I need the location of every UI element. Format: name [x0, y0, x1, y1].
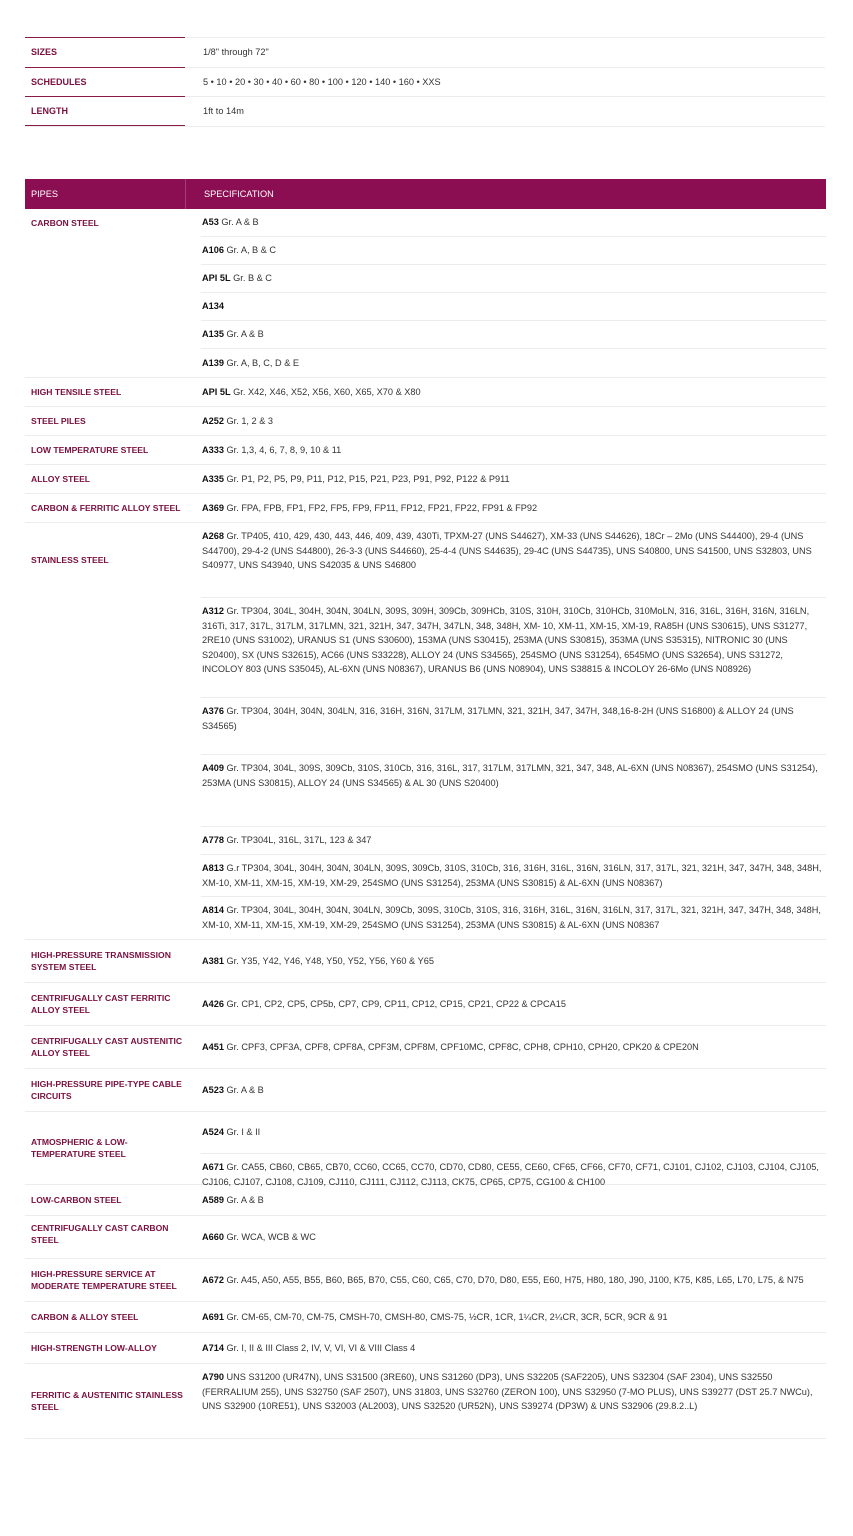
- spec-grades: Gr. FPA, FPB, FP1, FP2, FP5, FP9, FP11, FP12, FP21, FP22, FP91 & FP92: [223, 502, 538, 513]
- header-specification: SPECIFICATION: [204, 189, 274, 199]
- spec-code: A671: [202, 1162, 224, 1172]
- info-row: [25, 96, 825, 127]
- spec-list: [201, 1026, 826, 1068]
- spec-code: API 5L: [202, 386, 231, 397]
- spec-code: A409: [202, 763, 224, 773]
- spec-text: [202, 356, 826, 371]
- spec-list: [201, 1302, 826, 1332]
- spec-group: [25, 209, 826, 378]
- spec-text: [202, 1230, 826, 1245]
- spec-grades: Gr. CP1, CP2, CP5, CP5b, CP7, CP9, CP11, CP12, CP15, CP21, CP22 & CPCA15: [223, 998, 566, 1009]
- spec-code: A53: [202, 217, 219, 227]
- spec-code: A714: [202, 1342, 224, 1353]
- spec-code: A660: [202, 1231, 224, 1242]
- spec-list: [201, 983, 826, 1025]
- spec-code: A134: [202, 301, 224, 311]
- spec-text: [202, 215, 826, 230]
- spec-text: [202, 501, 826, 516]
- spec-code: A813: [202, 863, 224, 873]
- spec-row: [201, 827, 826, 855]
- spec-group: [25, 1069, 826, 1112]
- spec-grades: Gr. CM-65, CM-70, CM-75, CMSH-70, CMSH-80, CMS-75, ½CR, 1CR, 1¼CR, 2¼CR, 3CR, 5CR, 9CR & 91: [223, 1311, 668, 1322]
- spec-row: [201, 598, 826, 698]
- spec-grades: Gr. X42, X46, X52, X56, X60, X65, X70 & X80: [230, 386, 421, 397]
- spec-group: [25, 1364, 826, 1439]
- spec-text: [202, 1125, 826, 1140]
- spec-row: [201, 378, 826, 406]
- category-label: CARBON STEEL: [31, 217, 99, 228]
- spec-group: [25, 1112, 826, 1185]
- spec-code: A589: [202, 1194, 224, 1205]
- spec-text: [202, 1083, 826, 1098]
- spec-text: [202, 1273, 826, 1288]
- spec-grades: Gr. TP304, 304L, 304H, 304N, 304LN, 309Cb, 309S, 310Cb, 310S, 316, 316H, 316L, 316N, 316LN, 317, 317L, 321, 321H, 347, 347H, 348, 348H, XM-10, XM-11, XM-15, XM-19, XM-29, 254SMO (UNS S31254), 253MA (UNS S30815) & AL-6XN (UNS N08367: [202, 905, 821, 930]
- spec-row: [201, 855, 826, 897]
- spec-grades: Gr. A45, A50, A55, B55, B60, B65, B70, C55, C60, C65, C70, D70, D80, E55, E60, H75, H80, 180, J90, J100, K75, K85, L65, L70, L75, & N75: [223, 1274, 804, 1285]
- spec-list: [201, 209, 826, 377]
- spec-row: [201, 494, 826, 522]
- spec-list: [201, 523, 826, 939]
- spec-code: A139: [202, 357, 224, 368]
- spec-row: [201, 1216, 826, 1258]
- spec-text: [202, 1341, 826, 1356]
- spec-text: [202, 299, 826, 314]
- spec-code: A691: [202, 1311, 224, 1322]
- spec-code: A268: [202, 531, 224, 541]
- info-row: [25, 67, 825, 97]
- spec-text: [202, 414, 826, 429]
- spec-group: [25, 1302, 826, 1333]
- spec-grades: Gr. TP304L, 316L, 317L, 123 & 347: [223, 835, 372, 845]
- spec-group: [25, 1333, 826, 1364]
- spec-group: [25, 1026, 826, 1069]
- info-value: 1/8" through 72": [203, 47, 269, 57]
- spec-list: [201, 465, 826, 493]
- spec-code: A451: [202, 1041, 224, 1052]
- spec-row: [201, 1112, 826, 1154]
- spec-code: A312: [202, 606, 224, 616]
- spec-list: [201, 1333, 826, 1363]
- spec-grades: Gr. P1, P2, P5, P9, P11, P12, P15, P21, P23, P91, P92, P122 & P911: [223, 473, 510, 484]
- spec-text: [202, 1370, 826, 1414]
- spec-grades: Gr. A, B & C: [223, 245, 277, 255]
- spec-grades: Gr. A & B: [218, 217, 259, 227]
- spec-text: [202, 327, 826, 342]
- spec-grades: Gr. 1,3, 4, 6, 7, 8, 9, 10 & 11: [223, 444, 342, 455]
- spec-list: [201, 940, 826, 982]
- category-label: ATMOSPHERIC & LOW-TEMPERATURE STEEL: [31, 1137, 128, 1159]
- spec-row: [201, 265, 826, 293]
- spec-list: [201, 494, 826, 522]
- spec-code: A814: [202, 905, 224, 915]
- info-value: 1ft to 14m: [203, 106, 244, 117]
- spec-row: [201, 755, 826, 827]
- spec-code: A369: [202, 502, 224, 513]
- spec-text: [202, 833, 826, 848]
- category-label: CARBON & FERRITIC ALLOY STEEL: [31, 503, 181, 513]
- spec-group: [25, 378, 826, 407]
- spec-text: [202, 385, 826, 400]
- spec-group: [25, 407, 826, 436]
- spec-text: [202, 243, 826, 258]
- spec-grades: Gr. TP304, 304L, 309S, 309Cb, 310S, 310Cb, 316, 316L, 317, 317LM, 317LMN, 321, 347, 348, AL-6XN (UNS N08367), 254SMO (UNS S31254), 253MA (UNS S30815), ALLOY 24 (UNS S34565) & AL 30 (UNS S20400): [202, 763, 818, 788]
- spec-list: [201, 1112, 826, 1187]
- category-label: HIGH-STRENGTH LOW-ALLOY: [31, 1343, 157, 1353]
- spec-list: [201, 1216, 826, 1258]
- category-label: HIGH-PRESSURE SERVICE AT MODERATE TEMPERATURE STEEL: [31, 1269, 177, 1291]
- spec-text: [202, 604, 826, 677]
- spec-code: A376: [202, 706, 224, 716]
- spec-text: [202, 271, 826, 286]
- spec-list: [201, 1364, 826, 1438]
- spec-grades: Gr. CA55, CB60, CB65, CB70, CC60, CC65, CC70, CD70, CD80, CE55, CE60, CF65, CF66, CF70, CF71, CJ101, CJ102, CJ103, CJ104, CJ105, CJ106, CJ107, CJ108, CJ109, CJ110, CJ111, CJ112, CJ113, CK75, CP65, CP75, CG100 & CH100: [202, 1162, 819, 1187]
- spec-row: [201, 1069, 826, 1111]
- info-value: 5 • 10 • 20 • 30 • 40 • 60 • 80 • 100 • 120 • 140 • 160 • XXS: [203, 76, 441, 87]
- spec-group: [25, 1259, 826, 1302]
- spec-grades: Gr. CPF3, CPF3A, CPF8, CPF8A, CPF3M, CPF8M, CPF10MC, CPF8C, CPH8, CPH10, CPH20, CPK20 & CPE20N: [223, 1041, 699, 1052]
- spec-grades: G.r TP304, 304L, 304H, 304N, 304LN, 309S, 309Cb, 310S, 310Cb, 316, 316H, 316L, 316N, 316LN, 317, 317L, 321, 321H, 347, 347H, 348, 348H, XM-10, XM-11, XM-15, XM-19, XM-29, 254SMO (UNS S31254), 253MA (UNS S30815) & AL-6XN (UNS N08367): [202, 863, 822, 888]
- spec-row: [201, 523, 826, 598]
- spec-text: [202, 472, 826, 487]
- category-label: CARBON & ALLOY STEEL: [31, 1312, 139, 1322]
- spec-code: A333: [202, 444, 224, 455]
- spec-group: [25, 983, 826, 1026]
- spec-group: [25, 1185, 826, 1216]
- spec-list: [201, 378, 826, 406]
- category-label: ALLOY STEEL: [31, 474, 91, 484]
- spec-grades: Gr. Y35, Y42, Y46, Y48, Y50, Y52, Y56, Y60 & Y65: [223, 955, 434, 966]
- spec-code: A790: [202, 1372, 224, 1382]
- category-label: HIGH TENSILE STEEL: [31, 387, 122, 397]
- spec-grades: UNS S31200 (UR47N), UNS S31500 (3RE60), UNS S31260 (DP3), UNS S32205 (SAF2205), UNS S32304 (SAF 2304), UNS S32550 (FERRALIUM 255), UNS S32750 (SAF 2507), UNS 31803, UNS S32760 (ZERON 100), UNS S32950 (7-MO PLUS), UNS S39277 (DST 25.7 NWCu), UNS S32900 (10RE51), UNS S32003 (AL2003), UNS S32520 (UR52N), UNS S39274 (DP3W) & UNS S32906 (29.8.2..L): [202, 1372, 813, 1412]
- spec-code: A252: [202, 415, 224, 426]
- spec-grades: Gr. I & II: [223, 1127, 261, 1137]
- spec-group: [25, 940, 826, 983]
- spec-row: [201, 940, 826, 982]
- spec-grades: Gr. WCA, WCB & WC: [223, 1231, 316, 1242]
- spec-grades: Gr. B & C: [230, 273, 272, 283]
- category-label: CENTRIFUGALLY CAST CARBON STEEL: [31, 1223, 169, 1245]
- category-label: LOW TEMPERATURE STEEL: [31, 445, 149, 455]
- spec-row: [201, 1259, 826, 1301]
- spec-text: [202, 954, 826, 969]
- spec-grades: Gr. TP304, 304H, 304N, 304LN, 316, 316H, 316N, 317LM, 317LMN, 321, 321H, 347, 347H, 348,16-8-2H (UNS S16800) & ALLOY 24 (UNS S34565): [202, 706, 794, 731]
- spec-row: [201, 1154, 826, 1187]
- spec-code: A426: [202, 998, 224, 1009]
- category-label: CENTRIFUGALLY CAST AUSTENITIC ALLOY STEEL: [31, 1036, 183, 1058]
- header-divider: [185, 179, 186, 209]
- spec-code: A106: [202, 245, 224, 255]
- category-label: CENTRIFUGALLY CAST FERRITIC ALLOY STEEL: [31, 993, 171, 1015]
- spec-row: [201, 698, 826, 755]
- spec-group: [25, 523, 826, 940]
- spec-code: A524: [202, 1127, 224, 1137]
- spec-grades: Gr. A & B: [223, 1084, 264, 1095]
- spec-text: [202, 529, 826, 573]
- spec-grades: Gr. A, B, C, D & E: [223, 357, 300, 368]
- spec-list: [201, 407, 826, 435]
- category-label: FERRITIC & AUSTENITIC STAINLESS STEEL: [31, 1390, 183, 1412]
- category-label: HIGH-PRESSURE TRANSMISSION SYSTEM STEEL: [31, 950, 171, 972]
- spec-row: [201, 407, 826, 435]
- spec-row: [201, 1333, 826, 1363]
- info-table: [25, 37, 825, 127]
- spec-table-header: [25, 179, 826, 209]
- spec-table-body: [25, 209, 826, 1439]
- category-label: STEEL PILES: [31, 416, 86, 426]
- spec-code: A135: [202, 329, 224, 339]
- spec-row: [201, 897, 826, 939]
- spec-group: [25, 436, 826, 465]
- spec-row: [201, 293, 826, 321]
- spec-text: [202, 443, 826, 458]
- info-label: LENGTH: [25, 96, 185, 126]
- spec-code: A523: [202, 1084, 224, 1095]
- spec-grades: Gr. A & B: [223, 329, 264, 339]
- spec-row: [201, 321, 826, 349]
- category-label: HIGH-PRESSURE PIPE-TYPE CABLE CIRCUITS: [31, 1079, 182, 1101]
- spec-grades: Gr. 1, 2 & 3: [223, 415, 273, 426]
- spec-row: [201, 983, 826, 1025]
- spec-text: [202, 1193, 826, 1208]
- spec-row: [201, 1364, 826, 1438]
- spec-list: [201, 436, 826, 464]
- info-label: SCHEDULES: [25, 67, 185, 96]
- category-label: LOW-CARBON STEEL: [31, 1195, 122, 1205]
- spec-grades: Gr. TP304, 304L, 304H, 304N, 304LN, 309S, 309H, 309Cb, 309HCb, 310S, 310H, 310Cb, 310HCb, 310MoLN, 316, 316L, 316H, 316N, 316LN, 316Ti, 317, 317L, 317LM, 317LMN, 321, 321H, 347, 347H, 347LN, 348, 348H, XM- 10, XM-11, XM-15, XM-19, RA85H (UNS S30615), UNS S31277, 2RE10 (UNS S31002), URANUS S1 (UNS S30600), 153MA (UNS S30415), 253MA (UNS S30815), 353MA (UNS S35315), NITRONIC 30 (UNS S20400), SX (UNS S32615), AC66 (UNS S33228), ALLOY 24 (UNS S34565), 254SMO (UNS S31254), 6545MO (UNS S32654), UNS S31272, INCOLOY 803 (UNS S35045), AL-6XN (UNS N08367), URANUS B6 (UNS N08904), UNS S38815 & INCOLOY 26-6Mo (UNS N08926): [202, 606, 810, 675]
- spec-group: [25, 1216, 826, 1259]
- info-label: SIZES: [25, 37, 185, 66]
- spec-code: API 5L: [202, 273, 231, 283]
- spec-code: A672: [202, 1274, 224, 1285]
- spec-code: A335: [202, 473, 224, 484]
- spec-list: [201, 1069, 826, 1111]
- spec-list: [201, 1185, 826, 1215]
- spec-text: [202, 1040, 826, 1055]
- spec-grades: Gr. A & B: [223, 1194, 264, 1205]
- info-row: [25, 37, 825, 67]
- spec-text: [202, 861, 826, 890]
- spec-group: [25, 465, 826, 494]
- category-label: STAINLESS STEEL: [31, 555, 109, 565]
- spec-text: [202, 997, 826, 1012]
- header-pipes: PIPES: [31, 189, 59, 199]
- spec-grades: Gr. I, II & III Class 2, IV, V, VI, VI & VIII Class 4: [223, 1342, 416, 1353]
- spec-grades: Gr. TP405, 410, 429, 430, 443, 446, 409, 439, 430Ti, TPXM-27 (UNS S44627), XM-33 (UNS S44626), 18Cr – 2Mo (UNS S44400), 29-4 (UNS S44700), 29-4-2 (UNS S44800), 26-3-3 (UNS S44660), 25-4-4 (UNS S44635), 29-4C (UNS S44735), UNS S40800, UNS S41500, UNS S32803, UNS S40977, UNS S43940, UNS S42035 & UNS S46800: [202, 531, 812, 571]
- spec-row: [201, 349, 826, 377]
- spec-code: A381: [202, 955, 224, 966]
- spec-text: [202, 704, 826, 733]
- spec-list: [201, 1259, 826, 1301]
- spec-code: A778: [202, 835, 224, 845]
- spec-row: [201, 1026, 826, 1068]
- spec-text: [202, 1310, 826, 1325]
- spec-row: [201, 465, 826, 493]
- spec-row: [201, 1302, 826, 1332]
- spec-text: [202, 761, 826, 790]
- spec-row: [201, 1185, 826, 1215]
- spec-row: [201, 436, 826, 464]
- spec-table: [25, 179, 826, 1439]
- spec-row: [201, 209, 826, 237]
- spec-row: [201, 237, 826, 265]
- spec-group: [25, 494, 826, 523]
- spec-text: [202, 903, 826, 932]
